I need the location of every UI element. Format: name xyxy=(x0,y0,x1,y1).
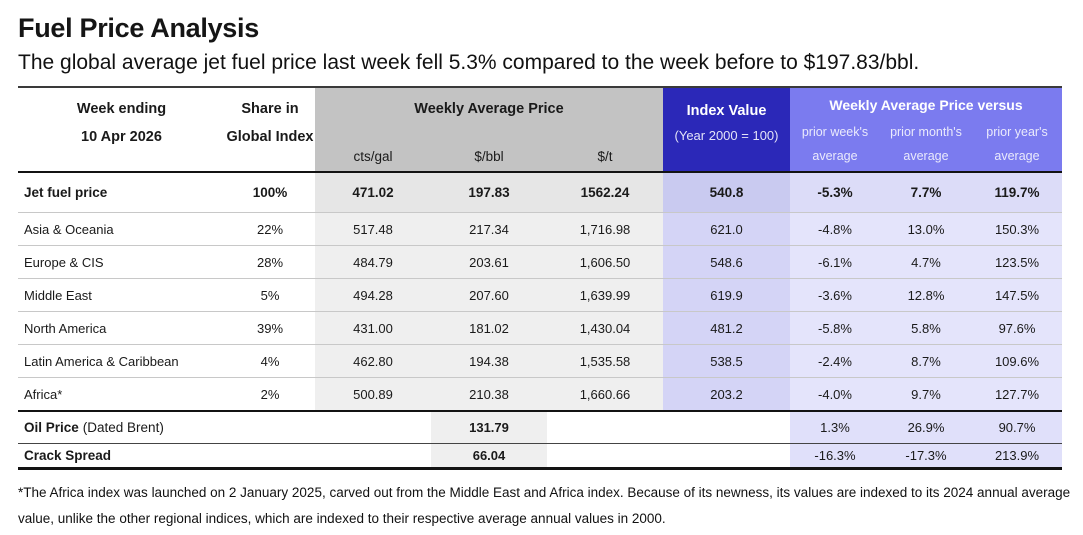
cell-vs-month: 13.0% xyxy=(880,213,972,245)
versus-group-title: Weekly Average Price versus xyxy=(829,97,1023,113)
cell-cts-gal-empty xyxy=(315,444,431,467)
cell-vs-year: 127.7% xyxy=(972,378,1062,410)
cell-vs-month: 5.8% xyxy=(880,312,972,344)
table-row-latin-america-caribbean xyxy=(18,344,1062,377)
cell-vs-week: -3.6% xyxy=(790,279,880,311)
cell-share-empty xyxy=(225,412,315,443)
table-row-jet-fuel xyxy=(18,173,1062,212)
row-label: Middle East xyxy=(24,287,92,303)
versus-prior-month xyxy=(880,120,972,168)
share-label-line2: Global Index xyxy=(226,129,314,145)
cell-dollar-bbl: 194.38 xyxy=(431,345,547,377)
cell-cts-gal: 517.48 xyxy=(315,213,431,245)
cell-dollar-bbl: 203.61 xyxy=(431,246,547,278)
cell-index-empty xyxy=(663,444,790,467)
cell-cts-gal-empty xyxy=(315,412,431,443)
unit-dollar-bbl: $/bbl xyxy=(474,149,504,164)
unit-cts-gal: cts/gal xyxy=(353,149,393,164)
row-label xyxy=(18,412,225,443)
header-weekly-average-price xyxy=(315,88,663,171)
cell-index-value: 619.9 xyxy=(663,279,790,311)
index-value-title: Index Value xyxy=(686,103,767,119)
cell-index-value: 481.2 xyxy=(663,312,790,344)
cell-share: 4% xyxy=(260,353,280,369)
table-row-africa xyxy=(18,377,1062,410)
cell-cts-gal: 500.89 xyxy=(315,378,431,410)
table-row-europe-cis xyxy=(18,245,1062,278)
row-label: Latin America & Caribbean xyxy=(24,353,179,369)
row-label: North America xyxy=(24,320,107,336)
cell-vs-week: -4.0% xyxy=(790,378,880,410)
table-header xyxy=(18,88,1062,173)
prior-year-line1: prior year's xyxy=(986,125,1048,139)
cell-vs-year: 90.7% xyxy=(972,412,1062,443)
cell-vs-week: -5.8% xyxy=(790,312,880,344)
unit-dollar-t: $/t xyxy=(597,149,613,164)
index-value-subtitle: (Year 2000 = 100) xyxy=(674,128,779,143)
cell-vs-year: 213.9% xyxy=(972,444,1062,467)
table-row-asia-oceania xyxy=(18,212,1062,245)
page-subtitle: The global average jet fuel price last week fell 5.3% compared to the week before to $197.83/bbl. xyxy=(18,51,920,74)
row-label: Africa* xyxy=(24,386,63,402)
cell-share: 5% xyxy=(260,287,280,303)
cell-cts-gal: 462.80 xyxy=(315,345,431,377)
cell-share: 22% xyxy=(256,221,284,237)
prior-month-line1: prior month's xyxy=(890,125,962,139)
cell-dollar-t: 1,660.66 xyxy=(547,378,663,410)
cell-vs-month: 7.7% xyxy=(880,173,972,212)
cell-dollar-bbl: 210.38 xyxy=(431,378,547,410)
cell-index-value: 538.5 xyxy=(663,345,790,377)
prior-year-line2: average xyxy=(994,149,1040,163)
row-label: Europe & CIS xyxy=(24,254,104,270)
cell-vs-month: 9.7% xyxy=(880,378,972,410)
versus-prior-year xyxy=(972,120,1062,168)
cell-dollar-t-empty xyxy=(547,412,663,443)
cell-dollar-bbl: 207.60 xyxy=(431,279,547,311)
cell-vs-year: 150.3% xyxy=(972,213,1062,245)
share-label-line1: Share in xyxy=(241,101,299,117)
cell-dollar-bbl: 217.34 xyxy=(431,213,547,245)
prior-week-line1: prior week's xyxy=(801,125,869,139)
cell-dollar-t: 1,716.98 xyxy=(547,213,663,245)
cell-dollar-bbl: 197.83 xyxy=(431,173,547,212)
cell-vs-week: -2.4% xyxy=(790,345,880,377)
cell-vs-week: -5.3% xyxy=(790,173,880,212)
row-label: Crack Spread xyxy=(24,448,112,463)
prior-week-line2: average xyxy=(812,149,858,163)
africa-index-footnote: *The Africa index was launched on 2 January 2025, carved out from the Middle East and Africa index. Because of its newness, its values are indexed to its 2024 annual average value, unlike the other regional indices, which are indexed to their respective average annual values in 2000. xyxy=(18,485,1071,526)
cell-vs-month: 12.8% xyxy=(880,279,972,311)
header-share xyxy=(225,88,315,171)
cell-vs-year: 97.6% xyxy=(972,312,1062,344)
price-units-row xyxy=(315,149,663,164)
page-title: Fuel Price Analysis xyxy=(18,13,259,43)
cell-dollar-t: 1,430.04 xyxy=(547,312,663,344)
cell-vs-month: 26.9% xyxy=(880,412,972,443)
header-index-value xyxy=(663,88,790,171)
cell-vs-year: 147.5% xyxy=(972,279,1062,311)
row-label: Jet fuel price xyxy=(24,185,108,200)
row-label: Asia & Oceania xyxy=(24,221,114,237)
table-row-oil-price xyxy=(18,410,1062,443)
header-price-versus xyxy=(790,88,1062,171)
cell-share: 28% xyxy=(256,254,284,270)
prior-month-line2: average xyxy=(903,149,949,163)
cell-index-value: 548.6 xyxy=(663,246,790,278)
cell-share: 39% xyxy=(256,320,284,336)
cell-share: 2% xyxy=(260,386,280,402)
table-row-north-america xyxy=(18,311,1062,344)
table-row-crack-spread xyxy=(18,443,1062,467)
cell-vs-week: -16.3% xyxy=(790,444,880,467)
cell-dollar-bbl: 66.04 xyxy=(431,444,547,467)
cell-vs-week: 1.3% xyxy=(790,412,880,443)
cell-share-empty xyxy=(225,444,315,467)
cell-dollar-t: 1,639.99 xyxy=(547,279,663,311)
cell-index-value: 203.2 xyxy=(663,378,790,410)
cell-dollar-t: 1,606.50 xyxy=(547,246,663,278)
cell-index-value: 621.0 xyxy=(663,213,790,245)
cell-vs-year: 119.7% xyxy=(972,173,1062,212)
cell-vs-year: 123.5% xyxy=(972,246,1062,278)
cell-vs-year: 109.6% xyxy=(972,345,1062,377)
cell-cts-gal: 471.02 xyxy=(315,173,431,212)
table-row-middle-east xyxy=(18,278,1062,311)
cell-share: 100% xyxy=(252,185,288,200)
versus-subheaders xyxy=(790,120,1062,168)
oil-price-qualifier: (Dated Brent) xyxy=(82,420,164,435)
cell-cts-gal: 484.79 xyxy=(315,246,431,278)
cell-vs-week: -4.8% xyxy=(790,213,880,245)
header-week-ending xyxy=(18,88,225,171)
cell-cts-gal: 494.28 xyxy=(315,279,431,311)
cell-index-value: 540.8 xyxy=(663,173,790,212)
oil-price-label: Oil Price xyxy=(24,420,79,435)
cell-dollar-t: 1,535.58 xyxy=(547,345,663,377)
cell-dollar-t-empty xyxy=(547,444,663,467)
cell-vs-month: 4.7% xyxy=(880,246,972,278)
fuel-price-table xyxy=(18,86,1062,470)
versus-prior-week xyxy=(790,120,880,168)
cell-cts-gal: 431.00 xyxy=(315,312,431,344)
week-ending-date: 10 Apr 2026 xyxy=(81,129,162,145)
cell-vs-month: -17.3% xyxy=(880,444,972,467)
cell-vs-week: -6.1% xyxy=(790,246,880,278)
cell-dollar-bbl: 181.02 xyxy=(431,312,547,344)
week-ending-label: Week ending xyxy=(76,101,167,117)
cell-dollar-bbl: 131.79 xyxy=(431,412,547,443)
cell-vs-month: 8.7% xyxy=(880,345,972,377)
cell-dollar-t: 1562.24 xyxy=(547,173,663,212)
price-group-title: Weekly Average Price xyxy=(414,101,564,117)
cell-index-empty xyxy=(663,412,790,443)
